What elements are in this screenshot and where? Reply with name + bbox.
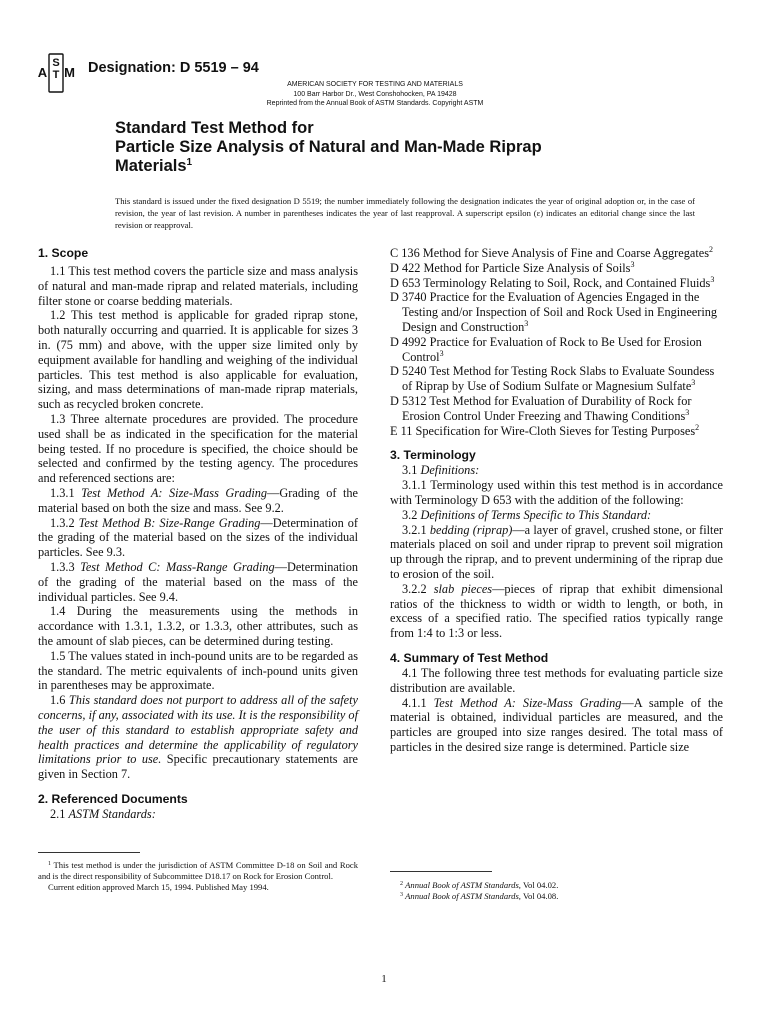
reference-item: D 3740 Practice for the Evaluation of Agencies Engaged in the Testing and/or Inspection of Soil and Rock Used in Engineering Design and Construction$^3$ — [390, 290, 718, 334]
paragraph-1-6: 1.6 This standard does not purport to address all of the safety concerns, if any, associated with its use. It is the responsibility of the user of this standard to establish appropriate safety and health practices and determine the applicability of regulatory limitations prior to use. Specific precautionary statements are given in Section 7. — [38, 693, 358, 782]
reference-item: D 5240 Test Method for Testing Rock Slabs to Evaluate Soundess of Riprap by Use of Sodium Sulfate or Magnesium Sulfate$^3$ — [390, 364, 715, 394]
paragraph-1-4: 1.4 During the measurements using the methods in accordance with 1.3.1, 1.3.2, or 1.3.3, other attributes, such as the amount of slab pieces, can be determined during testing. — [38, 604, 358, 648]
title-line-3: Materials$^1$ — [115, 157, 193, 175]
reference-item: C 136 Method for Sieve Analysis of Fine and Coarse Aggregates$^2$ — [390, 245, 713, 260]
edition-note: Current edition approved March 15, 1994. Published May 1994. — [48, 882, 269, 892]
reference-item: D 653 Terminology Relating to Soil, Rock, and Contained Fluids$^3$ — [390, 274, 715, 290]
document-title — [115, 119, 675, 176]
paragraph-3-1: 3.1 Definitions: — [402, 463, 480, 478]
issued-note: This standard is issued under the fixed designation D 5519; the number immediately following the designation indicates the year of original adoption or, in the case of revision, the year of last revision. A number in parentheses indicates the year of last reapproval. A superscript epsilon (ε) indicates an editorial change since the last revision or reapproval. — [115, 196, 695, 230]
paragraph-1-3-1: 1.3.1 Test Method A: Size-Mass Grading—Grading of the material based on both the size and mass. See 9.2. — [38, 485, 359, 515]
footnote-3: $^3$ Annual Book of ASTM Standards, Vol 04.08. — [400, 891, 559, 901]
referenced-documents-heading: 2. Referenced Documents — [38, 791, 188, 806]
footnote-rule-right — [390, 871, 492, 872]
svg-text:M: M — [64, 65, 75, 80]
paragraph-3-2-1: 3.2.1 bedding (riprap)—a layer of gravel, crushed stone, or filter materials placed on soil and under riprap to prevent soil migration up through the riprap, and to prevent undermining of the riprap due to erosion of the soil. — [390, 522, 723, 581]
paragraph-1-3-2: 1.3.2 Test Method B: Size-Range Grading—Determination of the grading of the material based on the sizes of the individual particles. See 9.3. — [38, 515, 359, 560]
paragraph-4-1: 4.1 The following three test methods for evaluating particle size distribution are available. — [390, 665, 723, 695]
right-column — [390, 246, 723, 755]
footnotes-right — [390, 880, 723, 902]
title-line-2: Particle Size Analysis of Natural and Man-Made Riprap — [115, 138, 542, 156]
reference-item: D 4992 Practice for Evaluation of Rock to Be Used for Erosion Control$^3$ — [390, 334, 702, 364]
terminology-heading: 3. Terminology — [390, 448, 476, 463]
reference-item: D 5312 Test Method for Evaluation of Durability of Rock for Erosion Control Under Freezing and Thawing Conditions$^3$ — [390, 393, 692, 423]
reference-item: E 11 Specification for Wire-Cloth Sieves for Testing Purposes$^2$ — [390, 422, 700, 438]
paragraph-3-2: 3.2 Definitions of Terms Specific to This Standard: — [402, 507, 652, 522]
page-number: 1 — [381, 973, 387, 985]
title-line-1: Standard Test Method for — [115, 119, 314, 137]
svg-text:A: A — [37, 65, 48, 80]
footnotes-left — [38, 860, 358, 893]
footnote-1: $^1$ This test method is under the jurisdiction of ASTM Committee D-18 on Soil and Rock and is the direct responsibility of Subcommittee D18.17 on Rock for Erosion Control. — [38, 860, 358, 881]
paragraph-3-2-2: 3.2.2 slab pieces—pieces of riprap that exhibit dimensional ratios of the thickness to width or width to length, or both, in excess of a specified ratio. The specified ratios typically range from 1:4 to 1:3 or less. — [390, 581, 723, 641]
footnote-2: $^2$ Annual Book of ASTM Standards, Vol 04.02. — [400, 880, 559, 890]
svg-text:T: T — [52, 69, 60, 81]
paragraph-1-5: 1.5 The values stated in inch-pound units are to be regarded as the standard. The metric equivalents of inch-pound units given in parentheses may be approximate. — [38, 648, 358, 693]
society-block — [150, 80, 600, 109]
paragraph-3-1-1: 3.1.1 Terminology used within this test method is in accordance with Terminology D 653 with the addition of the following: — [390, 478, 723, 507]
astm-logo — [36, 52, 76, 94]
society-name: AMERICAN SOCIETY FOR TESTING AND MATERIALS — [287, 81, 463, 88]
reference-item: D 422 Method for Particle Size Analysis of Soils$^3$ — [390, 259, 635, 275]
scope-heading: 1. Scope — [38, 246, 89, 260]
title-footnote-mark: 1 — [186, 157, 193, 168]
paragraph-1-3: 1.3 Three alternate procedures are provided. The procedure used shall be as indicated in the specification for the material being tested. If no procedure is specified, the choice should be selected and confirmed by the testing agency. The procedures and referenced sections are: — [38, 411, 358, 486]
paragraph-1-2: 1.2 This test method is applicable for graded riprap stone, both naturally occurring and quarried. It is applicable for sizes 3 in. (75 mm) and above, with the upper size limited only by equipment available for handling and weighing of the individual particles. This test method is also applicable for evaluation, sizing, and mass determinations of man-made riprap materials, such as recycled broken concrete. — [38, 308, 358, 412]
reprint-note: Reprinted from the Annual Book of ASTM Standards. Copyright ASTM — [266, 100, 484, 107]
society-address: 100 Barr Harbor Dr., West Conshohocken, PA 19428 — [293, 90, 457, 98]
paragraph-1-3-3: 1.3.3 Test Method C: Mass-Range Grading—Determination of the grading of the material based on the mass of the individual particles. See 9.4. — [38, 559, 358, 604]
left-column — [38, 246, 358, 822]
paragraph-2-1: 2.1 ASTM Standards: — [50, 806, 156, 821]
paragraph-4-1-1: 4.1.1 Test Method A: Size-Mass Grading—A sample of the material is obtained, individual particles are measured, and the particles are grouped into size ranges desired. The total mass of particles in the desired size range is determined. Particle size — [390, 695, 723, 754]
svg-text:S: S — [52, 57, 60, 69]
footnote-rule-left — [38, 852, 140, 853]
designation: Designation: D 5519 – 94 — [88, 60, 259, 76]
summary-heading: 4. Summary of Test Method — [390, 650, 549, 665]
paragraph-1-1: 1.1 This test method covers the particle size and mass analysis of natural and man-made riprap and related materials, including filter stone or coarse bedding materials. — [38, 264, 358, 308]
